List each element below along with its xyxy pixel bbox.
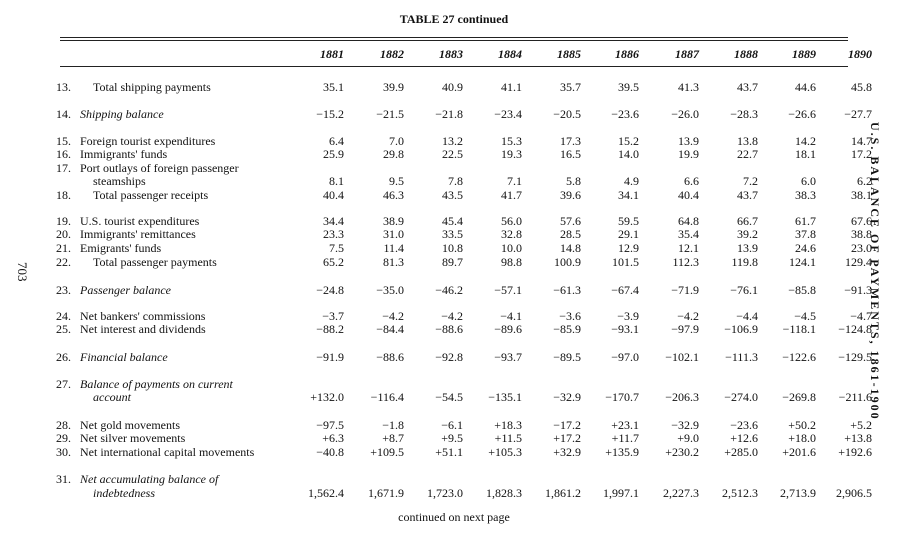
table-cell: 2,512.3: [722, 486, 758, 500]
table-cell: 11.4: [383, 241, 404, 255]
table-cell: +201.6: [782, 445, 816, 459]
row-number: 27.: [56, 377, 71, 391]
table-cell: 1,861.2: [545, 486, 581, 500]
row-label: Net gold movements: [80, 418, 180, 432]
row-label: Financial balance: [80, 350, 168, 364]
table-cell: 65.2: [323, 255, 344, 269]
row-label: Net interest and dividends: [80, 322, 206, 336]
table-cell: −124.8: [838, 322, 872, 336]
row-label: Total passenger receipts: [93, 188, 209, 202]
table-cell: 43.7: [737, 188, 758, 202]
table-cell: −21.5: [376, 107, 404, 121]
table-row: [0, 350, 908, 364]
row-label: indebtedness: [93, 486, 155, 500]
table-cell: 12.9: [618, 241, 639, 255]
row-number: 18.: [56, 188, 71, 202]
row-label: Passenger balance: [80, 283, 171, 297]
table-cell: 23.0: [851, 241, 872, 255]
table-cell: −91.9: [316, 350, 344, 364]
table-cell: −122.6: [782, 350, 816, 364]
table-cell: −15.2: [316, 107, 344, 121]
table-cell: −88.2: [316, 322, 344, 336]
table-cell: −26.0: [671, 107, 699, 121]
table-cell: +8.7: [382, 431, 404, 445]
table-cell: 14.0: [618, 147, 639, 161]
table-cell: −135.1: [488, 390, 522, 404]
table-cell: −3.6: [559, 309, 581, 323]
table-cell: 7.2: [743, 174, 758, 188]
table-cell: +23.1: [611, 418, 639, 432]
top-rule-2: [60, 40, 848, 41]
table-cell: −23.6: [611, 107, 639, 121]
table-cell: 41.1: [501, 80, 522, 94]
table-cell: −32.9: [671, 418, 699, 432]
table-cell: 67.6: [851, 214, 872, 228]
table-cell: −26.6: [788, 107, 816, 121]
table-cell: 15.3: [501, 134, 522, 148]
table-cell: −6.1: [441, 418, 463, 432]
year-header: 1888: [734, 47, 758, 61]
table-cell: 5.8: [566, 174, 581, 188]
table-cell: 57.6: [560, 214, 581, 228]
table-cell: 14.8: [560, 241, 581, 255]
table-cell: +13.8: [844, 431, 872, 445]
table-cell: −17.2: [553, 418, 581, 432]
year-header: 1890: [848, 47, 872, 61]
table-cell: −102.1: [665, 350, 699, 364]
row-label: Net international capital movements: [80, 445, 255, 459]
table-cell: −3.9: [617, 309, 639, 323]
table-cell: +192.6: [838, 445, 872, 459]
table-row: [0, 283, 908, 297]
table-cell: −71.9: [671, 283, 699, 297]
table-cell: 7.1: [507, 174, 522, 188]
table-cell: −4.2: [441, 309, 463, 323]
table-cell: 29.1: [618, 227, 639, 241]
continued-note: continued on next page: [398, 510, 510, 524]
row-number: 28.: [56, 418, 71, 432]
table-cell: −28.3: [730, 107, 758, 121]
table-cell: 39.9: [383, 80, 404, 94]
row-label: Shipping balance: [80, 107, 164, 121]
table-cell: +17.2: [553, 431, 581, 445]
table-cell: −274.0: [724, 390, 758, 404]
table-cell: −97.9: [671, 322, 699, 336]
table-cell: −85.8: [788, 283, 816, 297]
row-number: 17.: [56, 161, 71, 175]
table-cell: −89.5: [553, 350, 581, 364]
table-cell: 66.7: [737, 214, 758, 228]
table-cell: 119.8: [731, 255, 758, 269]
table-cell: 100.9: [554, 255, 581, 269]
table-row: [0, 322, 908, 336]
table-cell: +11.5: [494, 431, 522, 445]
row-label: account: [93, 390, 131, 404]
table-cell: −20.5: [553, 107, 581, 121]
table-cell: 7.8: [448, 174, 463, 188]
table-cell: −61.3: [553, 283, 581, 297]
row-label: Net accumulating balance of: [80, 472, 219, 486]
table-cell: 28.5: [560, 227, 581, 241]
row-label: Immigrants' funds: [80, 147, 168, 161]
table-cell: 44.6: [795, 80, 816, 94]
table-cell: 13.8: [737, 134, 758, 148]
table-cell: −27.7: [844, 107, 872, 121]
table-cell: −24.8: [316, 283, 344, 297]
row-number: 23.: [56, 283, 71, 297]
table-row: [0, 486, 908, 500]
table-cell: 39.5: [618, 80, 639, 94]
table-cell: 41.3: [678, 80, 699, 94]
row-label: Total passenger payments: [93, 255, 217, 269]
table-row: [0, 161, 908, 175]
table-cell: 32.8: [501, 227, 522, 241]
table-cell: +11.7: [611, 431, 639, 445]
table-cell: −269.8: [782, 390, 816, 404]
table-cell: 8.1: [329, 174, 344, 188]
table-cell: 45.8: [851, 80, 872, 94]
row-label: Net bankers' commissions: [80, 309, 206, 323]
table-cell: +9.5: [441, 431, 463, 445]
row-number: 15.: [56, 134, 71, 148]
table-cell: 81.3: [383, 255, 404, 269]
table-cell: 89.7: [442, 255, 463, 269]
table-cell: −84.4: [376, 322, 404, 336]
table-cell: −211.6: [838, 390, 872, 404]
table-row: [0, 214, 908, 228]
row-label: Net silver movements: [80, 431, 186, 445]
row-number: 16.: [56, 147, 71, 161]
year-header: 1881: [320, 47, 344, 61]
table-cell: 35.4: [678, 227, 699, 241]
table-cell: 1,723.0: [427, 486, 463, 500]
table-row: [0, 255, 908, 269]
table-cell: 16.5: [560, 147, 581, 161]
table-cell: 39.2: [737, 227, 758, 241]
table-cell: 35.7: [560, 80, 581, 94]
table-cell: 14.7: [851, 134, 872, 148]
table-cell: 15.2: [618, 134, 639, 148]
table-cell: −97.0: [611, 350, 639, 364]
table-cell: +109.5: [370, 445, 404, 459]
table-cell: 129.4: [845, 255, 872, 269]
table-row: [0, 241, 908, 255]
table-cell: 41.7: [501, 188, 522, 202]
table-cell: 39.6: [560, 188, 581, 202]
table-cell: −93.1: [611, 322, 639, 336]
table-cell: 124.1: [789, 255, 816, 269]
row-number: 14.: [56, 107, 71, 121]
table-cell: +12.6: [730, 431, 758, 445]
table-cell: −3.7: [322, 309, 344, 323]
table-cell: 38.8: [851, 227, 872, 241]
table-cell: −4.2: [677, 309, 699, 323]
table-cell: 98.8: [501, 255, 522, 269]
table-row: [0, 309, 908, 323]
table-cell: 1,828.3: [486, 486, 522, 500]
table-cell: 38.3: [795, 188, 816, 202]
table-cell: 17.3: [560, 134, 581, 148]
year-header: 1885: [557, 47, 581, 61]
table-cell: −97.5: [316, 418, 344, 432]
table-cell: 40.4: [323, 188, 344, 202]
table-cell: 101.5: [612, 255, 639, 269]
table-cell: −4.7: [850, 309, 872, 323]
table-cell: 29.8: [383, 147, 404, 161]
table-cell: −4.5: [794, 309, 816, 323]
table-cell: +9.0: [677, 431, 699, 445]
table-cell: +51.1: [435, 445, 463, 459]
table-row: [0, 390, 908, 404]
table-cell: 43.7: [737, 80, 758, 94]
table-cell: +50.2: [788, 418, 816, 432]
table-cell: 12.1: [678, 241, 699, 255]
row-number: 25.: [56, 322, 71, 336]
header-rule: [60, 66, 848, 67]
row-number: 30.: [56, 445, 71, 459]
table-cell: 18.1: [795, 147, 816, 161]
row-label: Total shipping payments: [93, 80, 211, 94]
table-title: TABLE 27 continued: [399, 12, 509, 26]
table-cell: −67.4: [611, 283, 639, 297]
table-cell: 13.9: [678, 134, 699, 148]
table-cell: −35.0: [376, 283, 404, 297]
table-cell: 1,671.9: [368, 486, 404, 500]
table-cell: 64.8: [678, 214, 699, 228]
table-row: [0, 472, 908, 486]
table-cell: +6.3: [322, 431, 344, 445]
table-cell: −21.8: [435, 107, 463, 121]
running-title: U.S. BALANCE OF PAYMENTS, 1861-1900: [868, 122, 882, 421]
table-cell: 45.4: [442, 214, 463, 228]
table-cell: 13.9: [737, 241, 758, 255]
table-cell: +105.3: [488, 445, 522, 459]
table-cell: 61.7: [795, 214, 816, 228]
table-cell: −54.5: [435, 390, 463, 404]
table-cell: +285.0: [724, 445, 758, 459]
table-row: [0, 431, 908, 445]
table-cell: 35.1: [323, 80, 344, 94]
table-cell: −76.1: [730, 283, 758, 297]
year-header-row: [0, 47, 908, 61]
table-cell: 4.9: [624, 174, 639, 188]
row-number: 24.: [56, 309, 71, 323]
table-cell: 56.0: [501, 214, 522, 228]
table-cell: −91.3: [844, 283, 872, 297]
year-header: 1889: [792, 47, 816, 61]
table-cell: −32.9: [553, 390, 581, 404]
table-row: [0, 188, 908, 202]
table-cell: +132.0: [310, 390, 344, 404]
table-row: [0, 134, 908, 148]
table-cell: +5.2: [850, 418, 872, 432]
table-cell: −129.5: [838, 350, 872, 364]
row-number: 13.: [56, 80, 71, 94]
year-header: 1882: [380, 47, 404, 61]
row-number: 26.: [56, 350, 71, 364]
page-number: 703: [15, 262, 30, 282]
row-number: 21.: [56, 241, 71, 255]
table-cell: −118.1: [782, 322, 816, 336]
row-number: 19.: [56, 214, 71, 228]
table-cell: −111.3: [725, 350, 758, 364]
table-row: [0, 377, 908, 391]
table-cell: 10.0: [501, 241, 522, 255]
table-row: [0, 147, 908, 161]
table-cell: −92.8: [435, 350, 463, 364]
table-cell: +18.3: [494, 418, 522, 432]
year-header: 1887: [675, 47, 699, 61]
table-cell: 23.3: [323, 227, 344, 241]
table-cell: −89.6: [494, 322, 522, 336]
table-row: [0, 174, 908, 188]
table-cell: −170.7: [605, 390, 639, 404]
table-cell: −116.4: [370, 390, 404, 404]
top-rule-1: [60, 37, 848, 38]
table-cell: 10.8: [442, 241, 463, 255]
table-cell: 6.4: [329, 134, 344, 148]
table-cell: 40.4: [678, 188, 699, 202]
table-cell: 59.5: [618, 214, 639, 228]
table-cell: 38.1: [851, 188, 872, 202]
table-cell: 34.4: [323, 214, 344, 228]
table-cell: −206.3: [665, 390, 699, 404]
table-cell: +135.9: [605, 445, 639, 459]
table-cell: 7.5: [329, 241, 344, 255]
table-cell: −1.8: [382, 418, 404, 432]
row-number: 29.: [56, 431, 71, 445]
table-cell: −23.4: [494, 107, 522, 121]
table-cell: 2,227.3: [663, 486, 699, 500]
table-cell: −4.2: [382, 309, 404, 323]
table-cell: 6.6: [684, 174, 699, 188]
table-cell: 43.5: [442, 188, 463, 202]
table-cell: 33.5: [442, 227, 463, 241]
table-cell: −106.9: [724, 322, 758, 336]
table-cell: 6.0: [801, 174, 816, 188]
table-cell: 38.9: [383, 214, 404, 228]
table-cell: 37.8: [795, 227, 816, 241]
row-label: Port outlays of foreign passenger: [80, 161, 239, 175]
table-row: [0, 227, 908, 241]
row-number: 31.: [56, 472, 71, 486]
table-cell: −23.6: [730, 418, 758, 432]
table-cell: 9.5: [389, 174, 404, 188]
table-cell: −4.4: [736, 309, 758, 323]
table-cell: 46.3: [383, 188, 404, 202]
row-label: Foreign tourist expenditures: [80, 134, 216, 148]
table-cell: −88.6: [376, 350, 404, 364]
table-cell: −85.9: [553, 322, 581, 336]
table-cell: −93.7: [494, 350, 522, 364]
year-header: 1884: [498, 47, 522, 61]
table-cell: 40.9: [442, 80, 463, 94]
table-cell: 14.2: [795, 134, 816, 148]
table-cell: 24.6: [795, 241, 816, 255]
table-row: [0, 80, 908, 94]
table-cell: 19.9: [678, 147, 699, 161]
table-cell: 2,713.9: [780, 486, 816, 500]
table-cell: +18.0: [788, 431, 816, 445]
row-number: 20.: [56, 227, 71, 241]
table-cell: 31.0: [383, 227, 404, 241]
table-cell: −4.1: [500, 309, 522, 323]
table-cell: 13.2: [442, 134, 463, 148]
table-cell: 22.5: [442, 147, 463, 161]
table-cell: 17.2: [851, 147, 872, 161]
table-cell: −40.8: [316, 445, 344, 459]
table-cell: 25.9: [323, 147, 344, 161]
table-cell: 34.1: [618, 188, 639, 202]
table-cell: 1,562.4: [308, 486, 344, 500]
table-cell: +230.2: [665, 445, 699, 459]
row-label: U.S. tourist expenditures: [80, 214, 200, 228]
table-cell: −57.1: [494, 283, 522, 297]
table-row: [0, 445, 908, 459]
row-label: Immigrants' remittances: [80, 227, 196, 241]
table-cell: +32.9: [553, 445, 581, 459]
year-header: 1883: [439, 47, 463, 61]
year-header: 1886: [615, 47, 639, 61]
table-cell: −46.2: [435, 283, 463, 297]
table-cell: 6.2: [857, 174, 872, 188]
table-cell: 1,997.1: [603, 486, 639, 500]
row-label: Emigrants' funds: [80, 241, 162, 255]
row-label: steamships: [93, 174, 146, 188]
table-cell: 2,906.5: [836, 486, 872, 500]
table-row: [0, 107, 908, 121]
table-cell: 19.3: [501, 147, 522, 161]
table-cell: 7.0: [389, 134, 404, 148]
table-cell: −88.6: [435, 322, 463, 336]
table-row: [0, 418, 908, 432]
row-number: 22.: [56, 255, 71, 269]
table-cell: 112.3: [672, 255, 699, 269]
table-cell: 22.7: [737, 147, 758, 161]
row-label: Balance of payments on current: [80, 377, 233, 391]
